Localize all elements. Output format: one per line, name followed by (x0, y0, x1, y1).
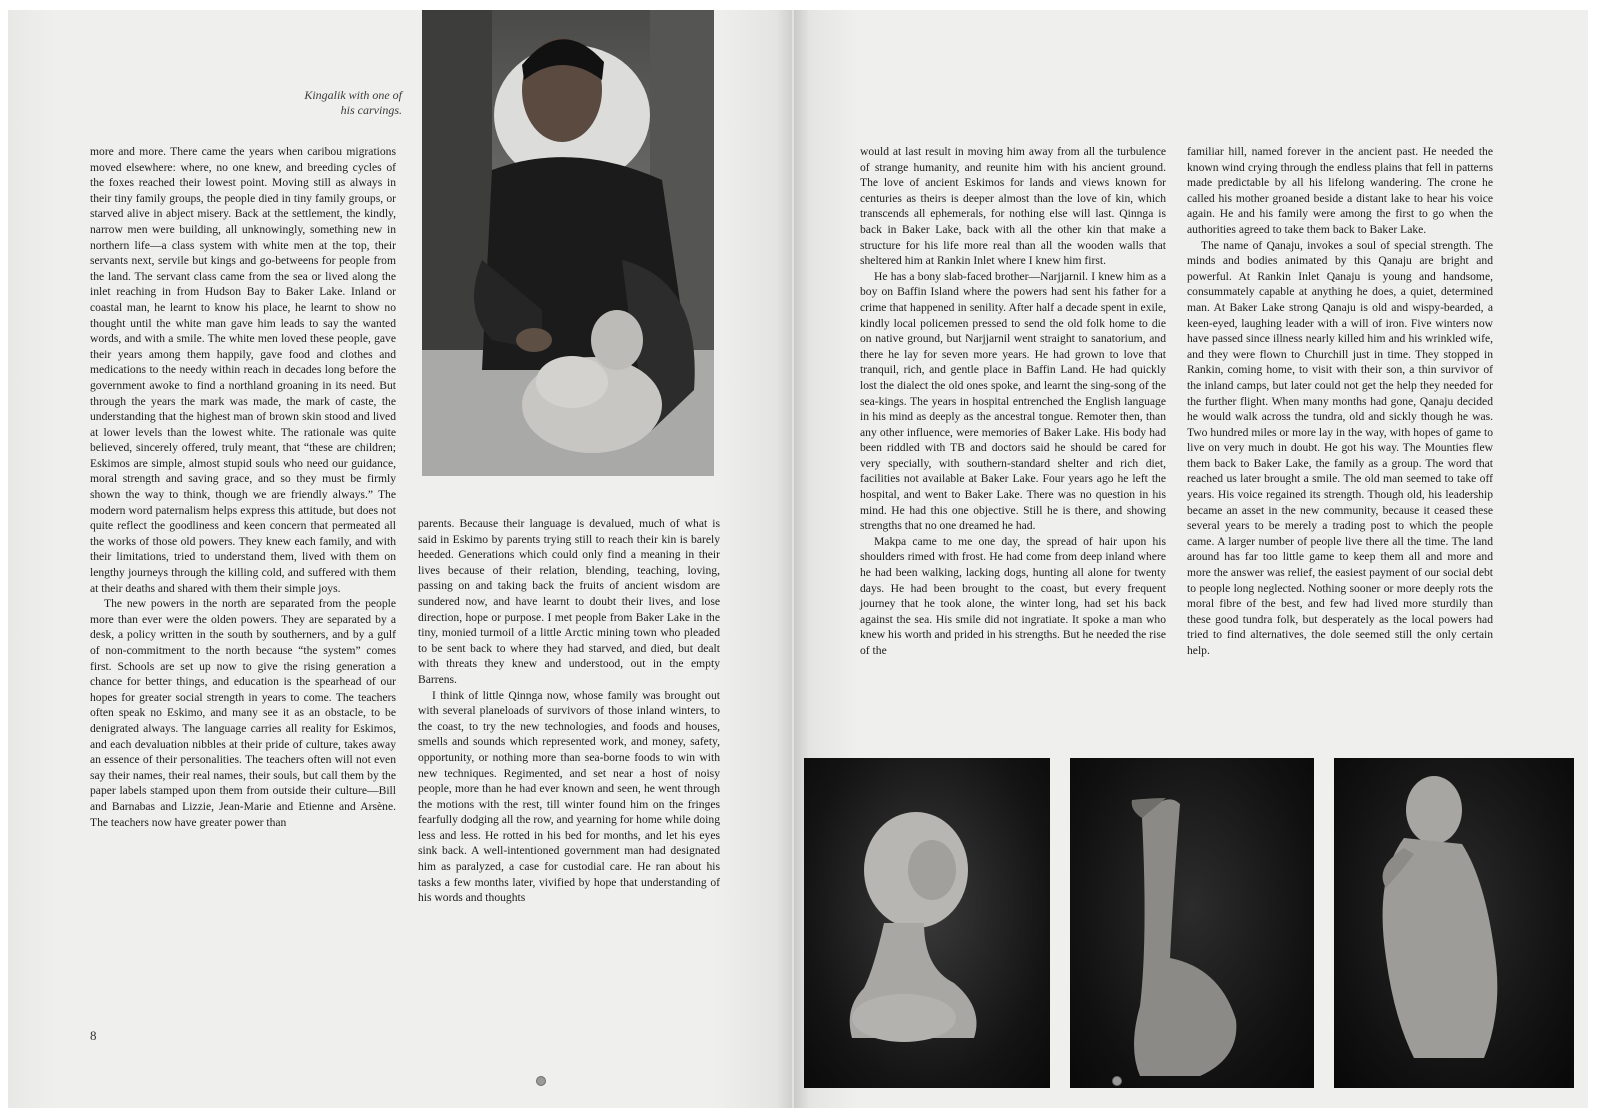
figure-carving-figure (1334, 758, 1574, 1088)
paragraph: I think of little Qinnga now, whose family was brought out with several planeloads of survivors of those inland winters, to the coast, to try the new technologies, and foods and houses, smells and sounds which represented work, and money, safety, opportunity, or nothing more than sea-borne foods to win with new techniques. Regimented, and set near a host of noisy people, more than he had ever known and seen, he went through the motions with the rest, till winter found him on the fringes fearfully dodging all the row, and yearning for home while doing less and less. He rotted in his bed for months, and let his eyes sink back. A well-intentioned government man had designated him as paralyzed, a case for custodial care. He ran about his tasks a few months later, vivified by hope that understanding of his words and thoughts (418, 688, 720, 905)
carving-photo-qavik (1334, 758, 1574, 1088)
kingalik-figure (422, 10, 714, 476)
photo-caption: Kingalik with one of his carvings. (304, 88, 402, 117)
staple (1112, 1076, 1122, 1086)
carving-photo-kalloar (804, 758, 1050, 1088)
page-number: 8 (90, 1028, 97, 1043)
paragraph: Makpa came to me one day, the spread of hair upon his shoulders rimed with frost. He had come from deep inland where he had been walking, lacking dogs, hunting all alone for twenty days. He had been brought to the coast, but every frequent journey that he took alone, the winter long, had set his back against the sea. His smile did not ingratiate. It spoke a man who knew his worth and prided in his strengths. But he needed the rise of the (860, 534, 1166, 657)
paragraph: familiar hill, named forever in the ancient past. He needed the known wind crying through the endless plains that fell in patterns made predictable by all his lifelong wandering. The crone he called his mother groaned beside a distant lake to hear his voice again. He and his family were among the first to go when the authorities agreed to take them back to Baker Lake. (1187, 145, 1493, 236)
bird-carving-figure (1070, 758, 1314, 1088)
paragraph: more and more. There came the years when caribou migrations moved elsewhere: where, no one knew, and breeding cycles of the foxes reached their lowest point. Moving still as always in their tiny family groups, the people died in tiny family groups, or starved alive in abject misery. Back at the settlement, the kindly, narrow men were building, all unknowingly, something new in northern life—a class system with white men at the top, their servants next, servile but kings and go-betweens for people from the land. The servant class came from the sea or lived along the inlet reaching in from Hudson Bay to Baker Lake. Inland or coastal man, he learnt to know his place, he learnt to show no thought until the white man gave him leads to say the wanted words, and with a smile. The white men loved these people, gave their years among them happily, gave food and clothes and medications to the needy within reach in decades long before the government awoke to find a northland groaning in its need. But through the years the mark was made, the mark of caste, the understanding that the highest man of brown skin stood and lived at lower levels than the lowest white. The rationale was quite believed, sincerely offered, truly meant, that “these are children; Eskimos are simple, almost stupid souls who need our guidance, moral strength and saving grace, and so they must be firmly shown the way to think, though we are friendly always.” The modern word paternalism helps express this attitude, but does not quite reflect the goodliness and keen concern that permeated all the works of those old powers. They knew each family, and with their limitations, tried to understand them, lived with them on lengthy journeys through the killing cold, and suffered with them at their deaths and shared with them their simple joys. (90, 145, 396, 595)
head-carving-figure (804, 758, 1050, 1088)
paragraph: would at last result in moving him away from all the turbulence of strange humanity, and reunite him with his ancient ground. The love of ancient Eskimos for lands and views known for centuries as theirs is deeper almost than the love of kin, which transcends all ephemerals, for nothing else will last. Qinnga is back in Baker Lake, back with all the other kin that make a structure for his life more real than all the wooden walls that sheltered him at Rankin Inlet where I knew him first. (860, 145, 1166, 268)
paragraph: He has a bony slab-faced brother—Narjjarnil. I knew him as a boy on Baffin Island where the powers had sent his father for a crime that happened in senility. After half a decade spent in exile, kindly local policemen pressed to send the old folk home to die on native ground, but Narjjarnil went straight to sanatorium, and there he lay for seven more years. He had grown to love that tranquil, rich, and gentle place in Baffin Land. He had quickly lost the dialect the old ones spoke, and learnt the sing-song of the sea-kings. The years in hospital entrenched the English language in his mind as deeply as the ancestral tongue. Remoter then, than any other influence, were memories of Baker Lake. His body had been riddled with TB and doctors said he should be cared for very specially, with southern-standard shelter and rich diet, facilities not available at Baker Lake. Four years ago he left the hospital, and went to Baker Lake. There was no question in his mind. He had this one objective. Still he is there, and showing strengths that no one dreamed he had. (860, 269, 1166, 533)
carving-photo-erkoolik (1070, 758, 1314, 1088)
staple (536, 1076, 546, 1086)
paragraph: The new powers in the north are separated from the people more than ever were the olden powers. They are separated by a desk, a policy written in the south by southerners, and by a gulf of non-commitment to the north because “the system” comes first. Schools are set up now to give the rising generation a chance for better things, and education is the spearhead of our hopes for greater social strength in years to come. The teachers often speak no Eskimo, and many see it as an obstacle, to be denigrated always. The language carries all reality for Eskimos, and each devaluation nibbles at their pride of culture, takes away an essence of their personalities. The teachers often will not even say their names, their real names, their souls, but call them by the paper labels stamped upon them from outside their culture—Bill and Barnabas and Lizzie, Jean-Marie and Etienne and Arsène. The teachers now have greater power than (90, 597, 396, 829)
paragraph: The name of Qanaju, invokes a soul of special strength. The minds and bodies animated by this Qanaju are bright and powerful. At Rankin Inlet Qanaju is young and handsome, consummately capable at anything he does, a quiet, determined man. At Baker Lake strong Qanaju is old and wispy-bearded, a keen-eyed, laughing leader with a will of iron. Five winters now have passed since illness nearly killed him and his wrinkled wife, and they were flown to Churchill just in time. They stopped in Rankin, coming home, to visit with their son, a thin survivor of the inland camps, but later could not get the help they needed for the further flight. When many months had gone, Qanaju decided he would walk across the tundra, old and sickly though he was. Two hundred miles or more lay in the way, with hopes of game to live on very much in doubt. He got his way. The Mounties flew them back to Baker Lake, the family as a group. The word that reached us later brought a smile. The old man seemed to take off years. His voice regained its strength. Though old, his leadership became an asset in the new community, because it ceased these several years to be merely a trading post to which the people came. A larger number of people live there all the time. The land around has far too little game to keep them all and more and more the answer was relief, the easiest payment of our social debt to people long neglected. Nothing sooner or more deeply rots the moral fibre of the best, and few had lived more sturdily than these good tundra folk, but desperately as the local powers had tried to find alternatives, the dole seemed still the only certain help. (1187, 238, 1493, 657)
right-page (794, 10, 1588, 1108)
magazine-spread (8, 10, 1588, 1108)
text-column-3 (860, 144, 1166, 659)
left-page (8, 10, 792, 1108)
text-column-1 (90, 144, 396, 830)
paragraph: parents. Because their language is devalued, much of what is said in Eskimo by parents trying still to reach their kin is barely heeded. Generations which could only find a meaning in their lives because of their relation, blending, teaching, loving, passing on and taking back the fruits of ancient wisdom are sundered now, and have learnt to doubt their lives, and lose direction, hope or purpose. I met people from Baker Lake in the tiny, monied turmoil of a little Arctic mining town who pleaded to be sent back to where they had starved, and died, but dealt with threats they knew and understood, out in the empty Barrens. (418, 517, 720, 686)
kingalik-photo (422, 10, 714, 476)
text-column-4 (1187, 144, 1493, 659)
text-column-2 (418, 516, 720, 906)
